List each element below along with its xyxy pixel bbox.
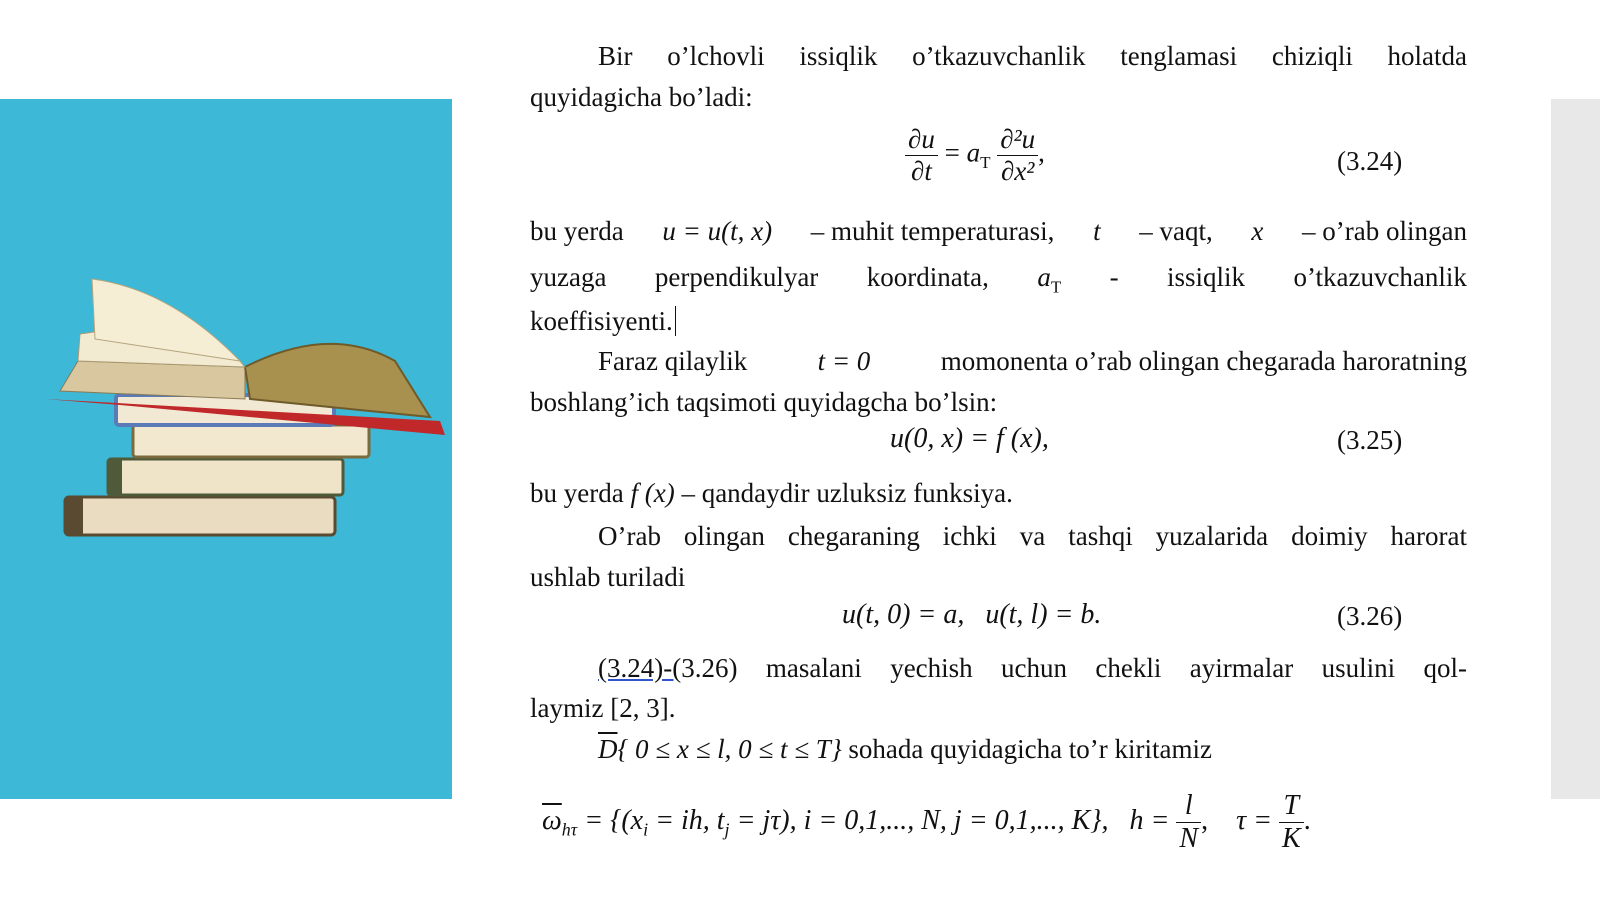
equation-grid [542, 790, 1311, 855]
grid-tau-den: K [1282, 823, 1301, 854]
grid-omega: $\overline{\omega}$ [542, 804, 562, 836]
p2-text-orab: – o’rab olingan [1302, 216, 1467, 246]
p2-word-koeffisiyenti: koeffisiyenti. [530, 306, 673, 336]
grid-mid2: = jτ), i = 0,1,..., N, j = 0,1,..., K}, [729, 804, 1109, 836]
paragraph-6-line-2: laymiz [2, 3]. [530, 693, 676, 723]
equation-3-25: u(0, x) = f (x), [890, 423, 1049, 454]
paragraph-4 [530, 473, 1013, 514]
paragraph-1-line-1: Bir o’lchovli issiqlik o’tkazuvchanlik tenglamasi chiziqli holatda [598, 41, 1467, 71]
p2-word-otkazuvchanlik: o’tkazuvchanlik [1293, 262, 1467, 292]
p4-text-bu-yerda: bu yerda [530, 478, 624, 508]
p2-text-vaqt: – vaqt, [1139, 216, 1213, 246]
p2-dash: - [1109, 262, 1119, 292]
grid-tau-num: T [1279, 790, 1304, 823]
p2-var-x: x [1251, 216, 1264, 246]
grid-mid1: = ih, t [648, 804, 725, 836]
eq324-frac2-num: ∂²u [997, 124, 1038, 156]
paragraph-2-line-3 [530, 301, 676, 342]
equation-3-26 [842, 599, 1101, 631]
eq324-comma: , [1038, 137, 1045, 168]
grid-tau-label: τ = [1236, 804, 1272, 836]
eq324-equals: = [944, 137, 960, 168]
p2-word-perpendikulyar: perpendikulyar [654, 262, 819, 292]
p2-text-temperature: – muhit temperaturasi, [810, 216, 1055, 246]
p6-line1-rest: 3.26) masalani yechish uchun chekli ayirmalar usulini qol- [681, 653, 1467, 683]
p4-text-rest: – qandaydir uzluksiz funksiya. [681, 478, 1013, 508]
grid-h-num: l [1176, 790, 1201, 823]
paragraph-5-line-2: ushlab turiladi [530, 562, 686, 592]
p7-domain-D: $\overline{D}$ [598, 734, 618, 764]
paragraph-1-line-2: quyidagicha bo’ladi: [530, 82, 753, 112]
p2-word-issiqlik: issiqlik [1167, 262, 1246, 292]
grid-omega-sub: hτ [561, 819, 578, 840]
paragraph-2-line-1 [530, 211, 1467, 252]
p2-var-t: t [1093, 216, 1101, 246]
eq324-frac2-den: ∂x² [1000, 156, 1035, 186]
p7-text-rest: sohada quyidagicha to’r kiritamiz [848, 734, 1213, 764]
books-stack-illustration [0, 99, 452, 799]
p2-word-koordinata: koordinata, [866, 262, 989, 292]
equation-number-3-24: (3.24) [1337, 146, 1403, 176]
p2-var-a-sub: T [1050, 277, 1062, 297]
left-image-panel [0, 99, 452, 799]
paragraph-3-line-2: boshlang’ich taqsimoti quyidagcha bo’lsin: [530, 387, 998, 417]
p7-domain-set: { 0 ≤ x ≤ l, 0 ≤ t ≤ T} [617, 734, 842, 764]
p2-word-yuzaga: yuzaga [530, 262, 607, 292]
eq324-frac1-num: ∂u [905, 124, 938, 156]
paragraph-2-line-2 [530, 257, 1467, 307]
paragraph-7 [598, 729, 1212, 770]
right-margin-strip [1551, 99, 1600, 799]
p3-text-faraz: Faraz qilaylik [598, 346, 748, 376]
p2-formula-u: u = u(t, x) [662, 216, 773, 246]
paragraph-6-line-1 [598, 648, 1467, 689]
grid-h-tail: , [1201, 804, 1209, 836]
grid-sub-j: j [724, 819, 730, 840]
paragraph-5-line-1: O’rab olingan chegaraning ichki va tashqi yuzalarida doimiy harorat [598, 521, 1467, 551]
grid-h-label: h = [1129, 804, 1170, 836]
eq326-right: u(t, l) = b. [985, 599, 1102, 630]
p3-text-rest: momonenta o’rab olingan chegarada haroratning [940, 346, 1467, 376]
p2-word-bu-yerda: bu yerda [530, 216, 624, 246]
grid-sub-i: i [643, 819, 649, 840]
equation-number-3-26: (3.26) [1337, 601, 1403, 631]
grid-set-open: = {(x [584, 804, 644, 836]
grid-h-den: N [1179, 823, 1199, 854]
p3-formula-t0: t = 0 [817, 346, 871, 376]
grid-tau-tail: . [1303, 804, 1311, 836]
equation-number-3-25: (3.25) [1337, 425, 1403, 455]
paragraph-3-line-1 [598, 341, 1467, 382]
eq324-frac1-den: ∂t [911, 156, 932, 186]
eq324-coef-sub: T [980, 153, 991, 173]
text-cursor [675, 306, 677, 336]
eq324-coef: a [966, 137, 981, 168]
p2-var-a: a [1037, 262, 1051, 292]
eq326-left: u(t, 0) = a, [842, 599, 965, 630]
equation-3-24 [905, 124, 1045, 187]
p4-formula-fx: f (x) [630, 478, 675, 508]
equation-reference-link[interactable]: (3.24)-( [598, 653, 682, 683]
